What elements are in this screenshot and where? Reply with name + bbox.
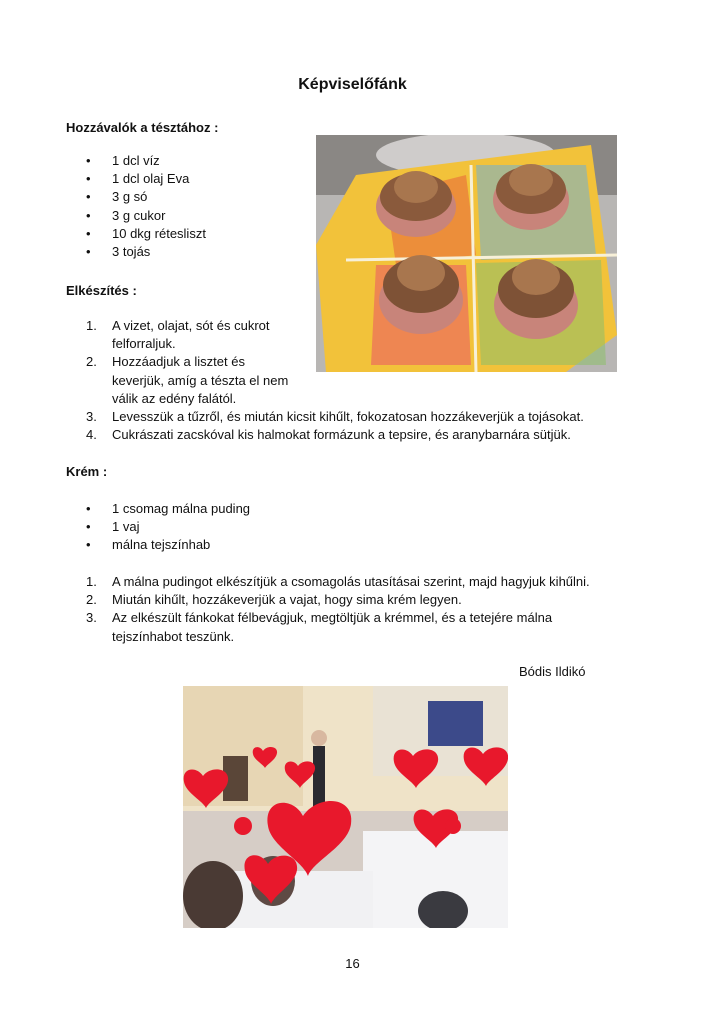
step-number: 1. xyxy=(86,318,97,333)
dough-heading: Hozzávalók a tésztához : xyxy=(66,120,219,135)
list-item: • 3 g só xyxy=(86,188,206,206)
cream-ingredients-list xyxy=(86,500,250,555)
list-item: • 1 csomag málna puding xyxy=(86,500,250,518)
list-item: • 3 g cukor xyxy=(86,207,206,225)
step-line: A málna pudingot elkészítjük a csomagolás utasításai szerint, majd hagyjuk kihűlni. xyxy=(112,574,590,589)
list-item: • 1 vaj xyxy=(86,518,250,536)
step-line: tejszínhabot teszünk. xyxy=(112,628,235,644)
list-item: • 10 dkg rétesliszt xyxy=(86,225,206,243)
list-item: • 3 tojás xyxy=(86,243,206,261)
event-hall-illustration xyxy=(183,686,508,928)
step-number: 3. xyxy=(86,409,97,425)
step-number: 1. xyxy=(86,574,97,589)
cream-puffs-illustration xyxy=(316,135,617,372)
list-item: • 1 dcl olaj Eva xyxy=(86,170,206,188)
cream-puffs-photo xyxy=(316,135,617,372)
dough-ingredients-list xyxy=(86,152,206,261)
prep-heading: Elkészítés : xyxy=(66,283,137,298)
page-number: 16 xyxy=(345,956,360,971)
step-line: Levesszük a tűzről, és miután kicsit kihűlt, fokozatosan hozzákeverjük a tojásokat. xyxy=(112,409,584,425)
step-number: 4. xyxy=(86,427,97,443)
step-number: 3. xyxy=(86,610,97,626)
step-line: A vizet, olajat, sót és cukrot xyxy=(112,318,270,333)
step-number: 2. xyxy=(86,354,97,370)
step-line: keverjük, amíg a tészta el nem xyxy=(112,372,289,388)
list-item xyxy=(86,573,590,591)
step-line: felforraljuk. xyxy=(112,336,176,352)
list-item xyxy=(86,408,584,426)
author-signature: Bódis Ildikó xyxy=(519,664,586,679)
list-item: • 1 dcl víz xyxy=(86,152,206,170)
cream-heading: Krém : xyxy=(66,464,108,479)
event-photo xyxy=(183,686,508,928)
step-line: válik az edény falától. xyxy=(112,390,237,406)
list-item xyxy=(86,426,584,444)
step-line: Miután kihűlt, hozzákeverjük a vajat, hogy sima krém legyen. xyxy=(112,592,462,608)
page-title: Képviselőfánk xyxy=(298,76,407,93)
step-number: 2. xyxy=(86,592,97,608)
cream-steps-list xyxy=(86,573,590,646)
list-item: • málna tejszínhab xyxy=(86,536,250,554)
step-line: Hozzáadjuk a lisztet és xyxy=(112,354,245,370)
list-item xyxy=(86,591,590,609)
step-line: Cukrászati zacskóval kis halmokat formázunk a tepsire, és aranybarnára sütjük. xyxy=(112,427,571,443)
list-item xyxy=(86,609,590,645)
step-line: Az elkészült fánkokat félbevágjuk, megtöltjük a krémmel, és a tetejére málna xyxy=(112,610,553,626)
